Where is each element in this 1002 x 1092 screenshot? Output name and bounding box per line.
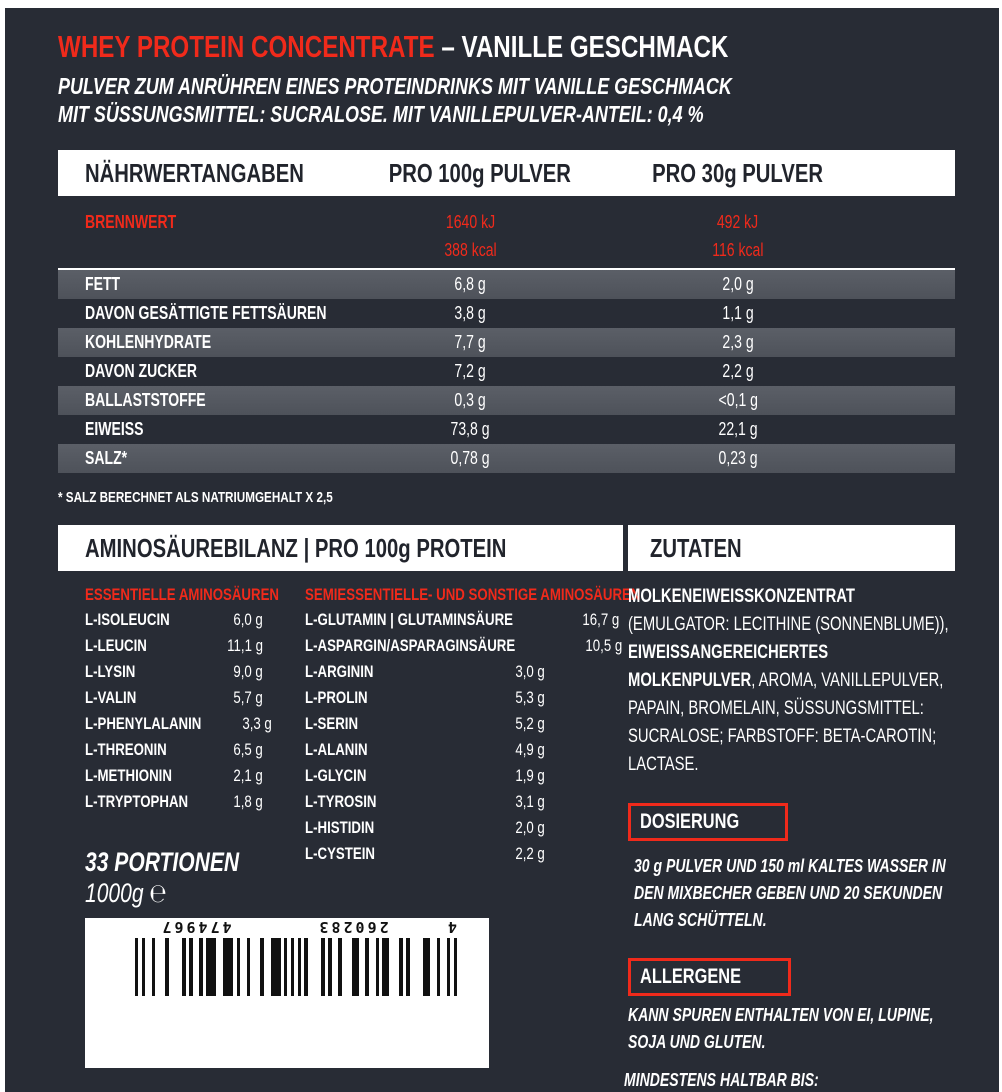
product-subtitle [58, 72, 955, 128]
nutrient-value-100g: 7,2 g [454, 361, 487, 381]
amino-row [85, 711, 273, 737]
amino-value: 9,0 g [233, 662, 263, 681]
ingredient-segment: EIWEISSANGEREICHERTES MOLKENPULVER [628, 642, 829, 691]
amino-name: L-ASPARGIN/ASPARAGINSÄURE [305, 636, 516, 655]
amino-header-title: AMINOSÄUREBILANZ | PRO 100g PROTEIN [85, 533, 507, 563]
subtitle-line-1: PULVER ZUM ANRÜHREN EINES PROTEINDRINKS MIT VANILLE GESCHMACK [58, 73, 732, 99]
nutrient-value-30g: <0,1 g [718, 390, 758, 410]
amino-row [85, 607, 263, 633]
amino-row [85, 633, 263, 659]
nutrition-row [58, 386, 955, 415]
ingredients-header-title: ZUTATEN [650, 533, 742, 563]
barcode-bars [117, 938, 457, 996]
energy-kcal-100g: 388 kcal [444, 240, 497, 260]
nutrition-row [58, 415, 955, 444]
nutrition-row [58, 299, 955, 328]
nutrient-name: EIWEISS [85, 419, 144, 439]
ingredient-segment: MOLKENEIWEISSKONZENTRAT [628, 586, 855, 607]
product-label [5, 8, 999, 1092]
amino-name: L-ISOLEUCIN [85, 610, 170, 629]
salt-footnote: * SALZ BERECHNET ALS NATRIUMGEHALT X 2,5 [58, 489, 333, 506]
amino-value: 3,3 g [242, 714, 273, 733]
barcode-digit-first: 4 [444, 918, 457, 936]
nutrition-row [58, 270, 955, 299]
nutrition-row [58, 357, 955, 386]
dosage-header: DOSIERUNG [640, 810, 740, 833]
portions-block [85, 847, 263, 910]
allergens-box [628, 958, 791, 996]
servings-count: 33 PORTIONEN [85, 847, 240, 877]
amino-name: L-ARGININ [305, 662, 374, 681]
amino-essential-list [85, 607, 273, 815]
amino-row [305, 815, 545, 841]
nutrient-value-30g: 2,2 g [722, 361, 754, 381]
amino-value: 2,0 g [515, 818, 545, 837]
nutrient-value-30g: 2,0 g [722, 274, 754, 294]
nutrient-name: DAVON GESÄTTIGTE FETTSÄUREN [85, 303, 327, 323]
amino-name: L-GLUTAMIN | GLUTAMINSÄURE [305, 610, 513, 629]
nutrient-name: FETT [85, 274, 121, 294]
amino-value: 4,9 g [515, 740, 545, 759]
nutrient-value-30g: 0,23 g [718, 448, 758, 468]
estimated-sign: ℮ [149, 879, 167, 909]
nutrient-name: BALLASTSTOFFE [85, 390, 206, 410]
amino-name: L-TYROSIN [305, 792, 377, 811]
amino-value: 11,1 g [227, 636, 263, 655]
dosage-box [628, 803, 788, 841]
nutrition-row [58, 444, 955, 473]
amino-row [85, 789, 263, 815]
energy-rows [58, 208, 955, 264]
amino-row [305, 633, 622, 659]
barcode-digits-left: 260283 [316, 918, 389, 936]
energy-kj-100g: 1640 kJ [445, 212, 496, 232]
amino-row [85, 737, 263, 763]
amino-value: 1,9 g [515, 766, 545, 785]
nutrition-table [58, 270, 955, 473]
amino-name: L-THREONIN [85, 740, 167, 759]
amino-other-title: SEMIESSENTIELLE- UND SONSTIGE AMINOSÄUREN [305, 585, 641, 604]
ingredients-header-bar [628, 525, 955, 571]
nutrient-value-100g: 3,8 g [454, 303, 487, 323]
amino-value: 6,0 g [233, 610, 263, 629]
nutrient-name: SALZ* [85, 448, 128, 468]
energy-kj-30g: 492 kJ [717, 212, 759, 232]
nutrient-value-30g: 1,1 g [722, 303, 754, 323]
nutrition-row [58, 328, 955, 357]
nutrient-name: KOHLENHYDRATE [85, 332, 212, 352]
nutrient-value-100g: 7,7 g [454, 332, 487, 352]
amino-value: 16,7 g [582, 610, 619, 629]
amino-name: L-PROLIN [305, 688, 368, 707]
amino-row [305, 841, 545, 867]
amino-name: L-HISTIDIN [305, 818, 375, 837]
barcode-digits-right: 474967 [159, 918, 232, 936]
amino-row [85, 763, 263, 789]
ingredient-segment: , AROMA, VANILLEPULVER, PAPAIN, BROMELAIN, SÜSSUNGSMITTEL: SUCRALOSE; FARBSTOFF: BETA-CAROTIN; LACTASE. [628, 670, 944, 775]
amino-value: 3,1 g [515, 792, 545, 811]
amino-value: 5,2 g [515, 714, 545, 733]
barcode-digits [117, 918, 457, 936]
nutrition-header-per100g: PRO 100g PULVER [388, 158, 571, 188]
amino-name: L-LEUCIN [85, 636, 147, 655]
amino-header-bar [58, 525, 623, 571]
amino-row [305, 737, 545, 763]
amino-row [305, 711, 545, 737]
subtitle-line-2: MIT SÜSSUNGSMITTEL: SUCRALOSE. MIT VANILLEPULVER-ANTEIL: 0,4 % [58, 101, 704, 127]
amino-value: 1,8 g [233, 792, 263, 811]
nutrient-value-30g: 22,1 g [718, 419, 758, 439]
energy-label: BRENNWERT [85, 212, 177, 232]
nutrient-value-100g: 6,8 g [454, 274, 487, 294]
amino-row [305, 685, 545, 711]
nutrition-header-title: NÄHRWERTANGABEN [85, 158, 304, 188]
amino-value: 2,2 g [515, 844, 545, 863]
amino-name: L-GLYCIN [305, 766, 367, 785]
amino-value: 5,3 g [515, 688, 545, 707]
amino-other-list [305, 607, 622, 867]
product-title-flavor: – VANILLE GESCHMACK [434, 29, 729, 64]
nutrition-header-bar [58, 150, 955, 196]
net-weight: 1000g [85, 878, 144, 908]
amino-value: 2,1 g [233, 766, 263, 785]
amino-row [305, 763, 545, 789]
allergens-text: KANN SPUREN ENTHALTEN VON EI, LUPINE, SOJA UND GLUTEN. [628, 1005, 934, 1052]
nutrient-value-100g: 0,78 g [450, 448, 491, 468]
nutrient-value-100g: 73,8 g [450, 419, 491, 439]
nutrient-value-100g: 0,3 g [454, 390, 487, 410]
nutrient-value-30g: 2,3 g [722, 332, 754, 352]
amino-name: L-TRYPTOPHAN [85, 792, 189, 811]
product-title-main: WHEY PROTEIN CONCENTRATE [58, 29, 435, 64]
amino-value: 5,7 g [233, 688, 263, 707]
amino-row [305, 659, 545, 685]
amino-row [305, 607, 619, 633]
amino-name: L-METHIONIN [85, 766, 172, 785]
amino-name: L-VALIN [85, 688, 137, 707]
product-title [58, 30, 955, 64]
dosage-text: 30 g PULVER UND 150 ml KALTES WASSER IN DEN MIXBECHER GEBEN UND 20 SEKUNDEN LANG SCHÜTTELN. [634, 856, 946, 930]
amino-name: L-CYSTEIN [305, 844, 375, 863]
amino-value: 10,5 g [584, 636, 622, 655]
ingredient-segment: (EMULGATOR: LECITHINE (SONNENBLUME)), [628, 614, 949, 635]
amino-row [85, 685, 263, 711]
lower-columns [58, 525, 955, 1092]
amino-name: L-PHENYLALANIN [85, 714, 202, 733]
amino-name: L-SERIN [305, 714, 359, 733]
nutrition-header-per30g: PRO 30g PULVER [652, 158, 824, 188]
best-before-label: MINDESTENS HALTBAR BIS: [624, 1070, 819, 1090]
amino-row [85, 659, 263, 685]
amino-value: 6,5 g [233, 740, 263, 759]
nutrient-name: DAVON ZUCKER [85, 361, 198, 381]
amino-row [305, 789, 545, 815]
amino-value: 3,0 g [515, 662, 545, 681]
amino-name: L-LYSIN [85, 662, 136, 681]
allergens-header: ALLERGENE [640, 965, 742, 988]
energy-kcal-30g: 116 kcal [712, 240, 764, 260]
amino-section [58, 525, 641, 1068]
amino-name: L-ALANIN [305, 740, 368, 759]
ingredients-section [624, 525, 955, 1092]
amino-essential-title: ESSENTIELLE AMINOSÄUREN [85, 585, 280, 604]
ingredients-text [628, 583, 955, 779]
